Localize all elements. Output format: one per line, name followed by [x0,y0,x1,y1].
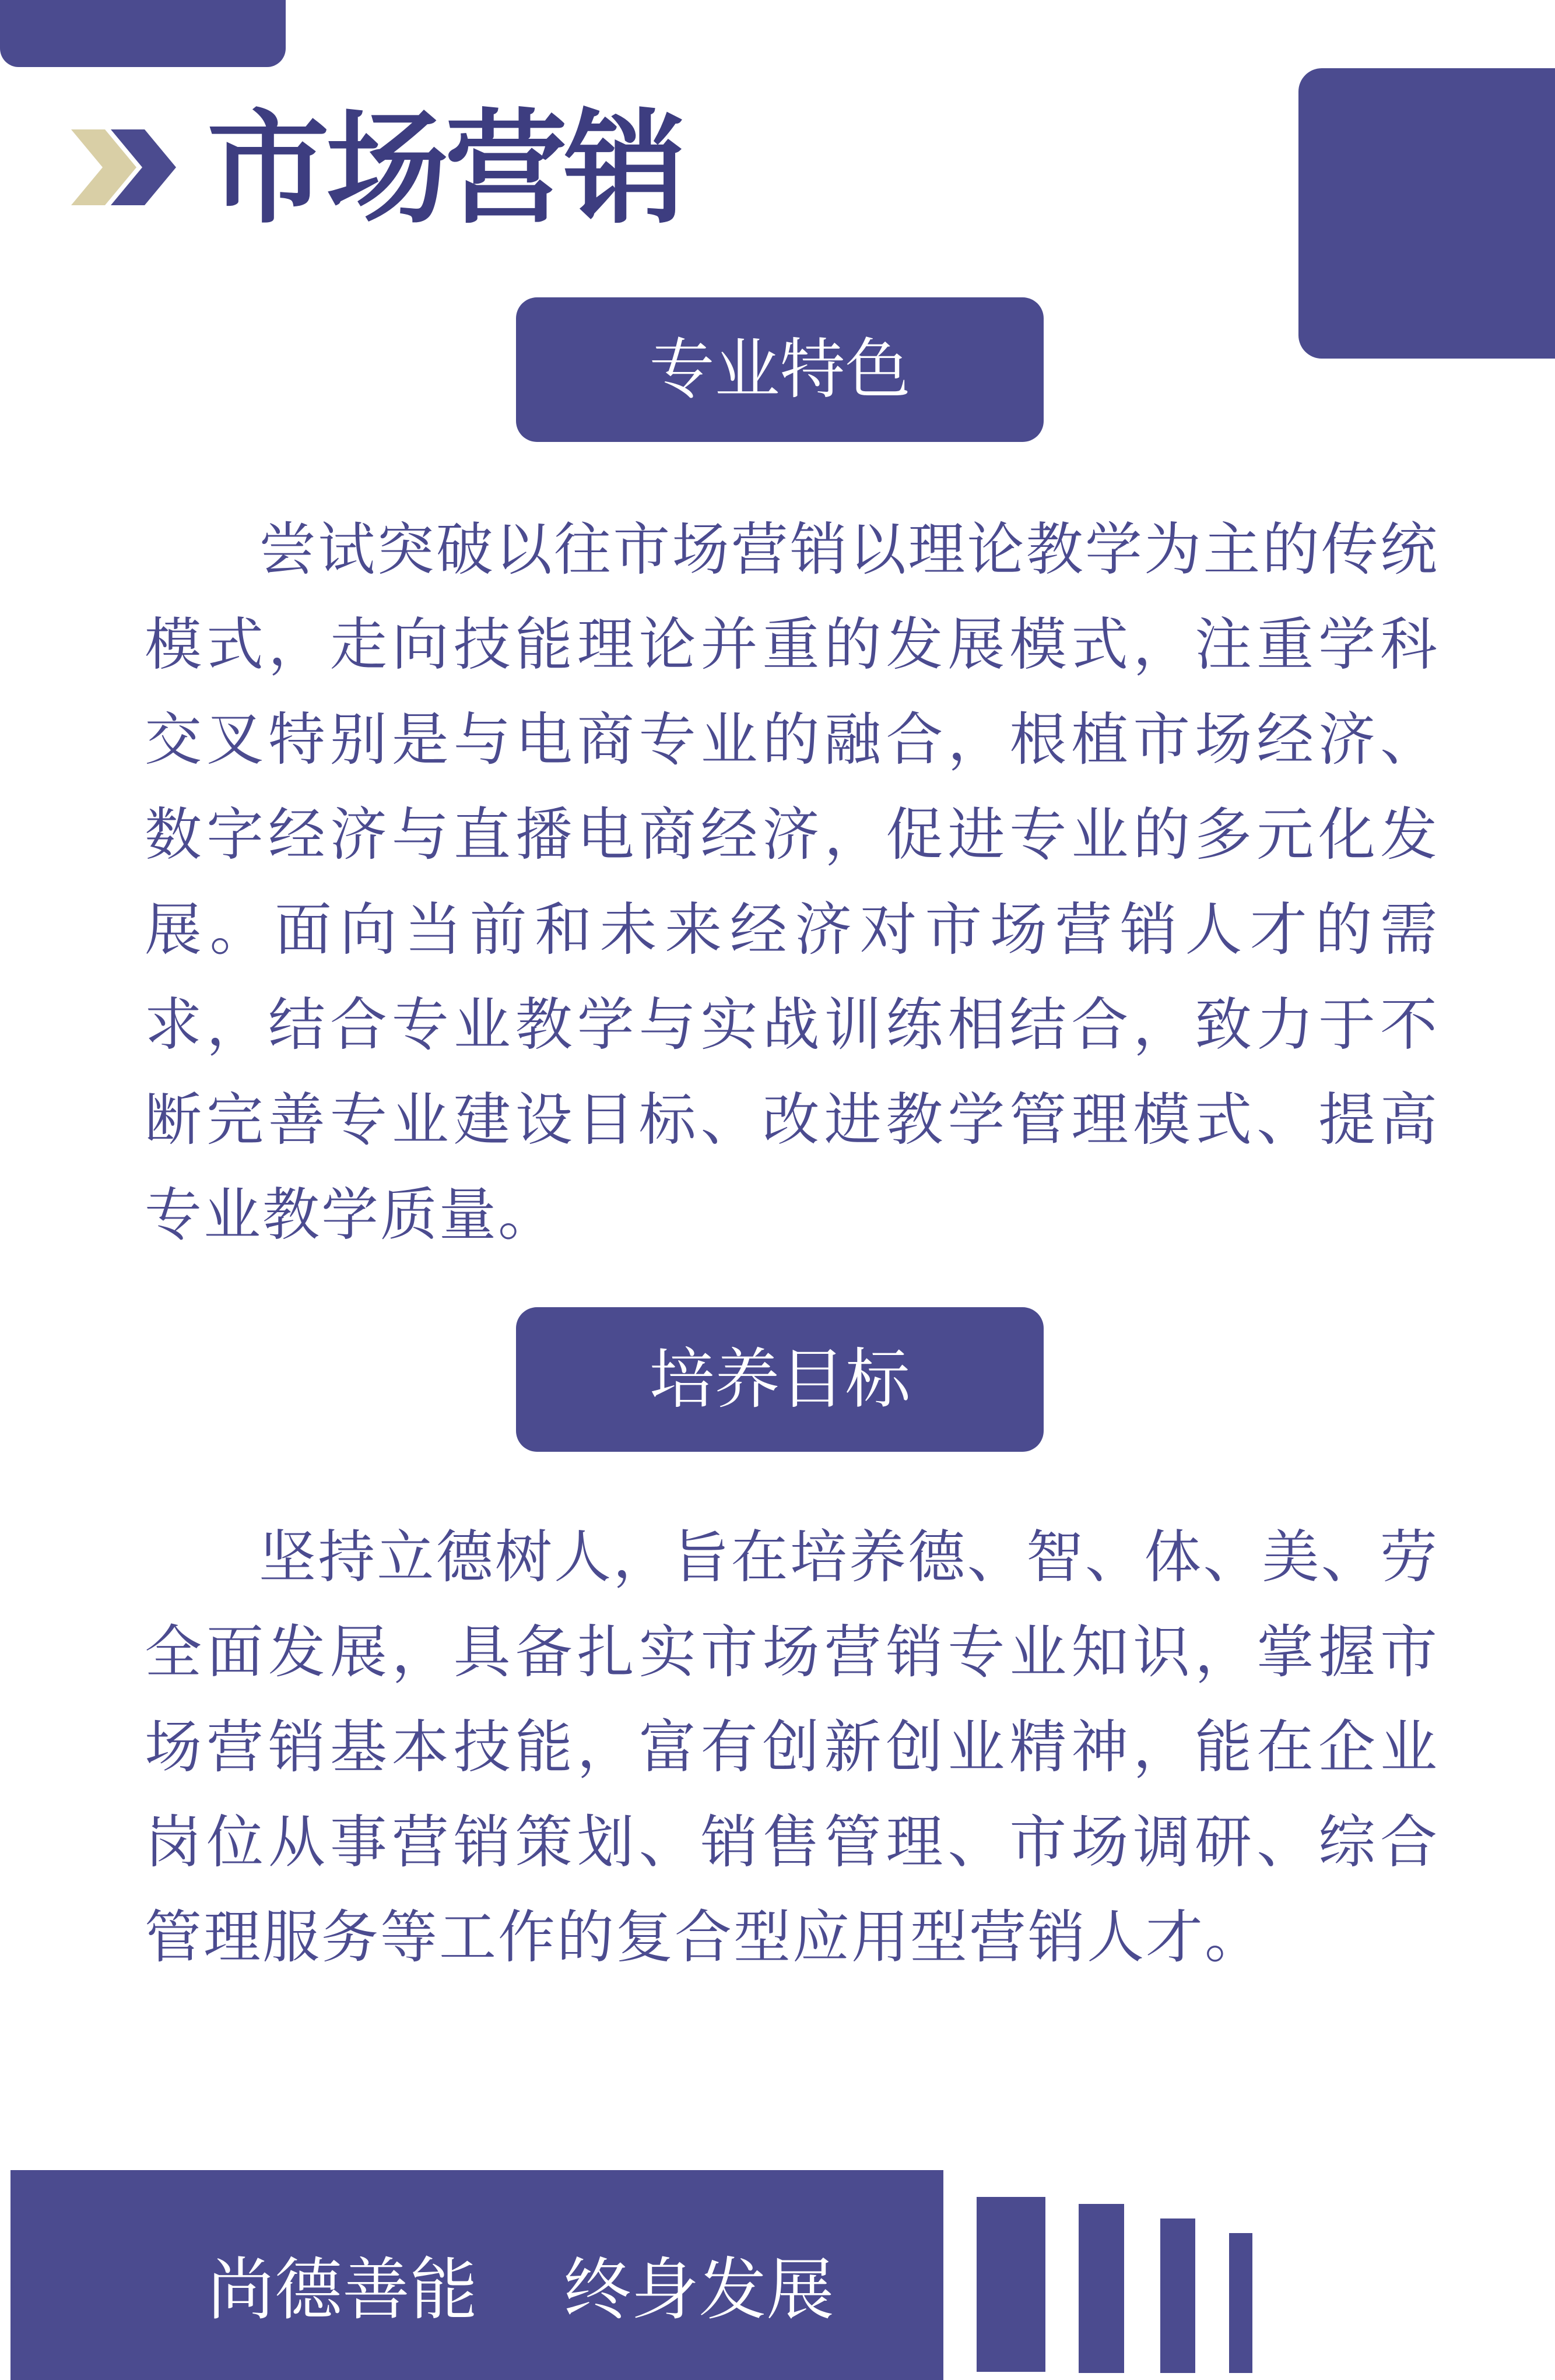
corner-decorative-square [1298,68,1555,359]
section-header-goals: 培养目标 [516,1307,1044,1452]
top-decorative-bar [0,0,286,67]
features-paragraph: 尝试突破以往市场营销以理论教学为主的传统模式，走向技能理论并重的发展模式，注重学科交叉特别是与电商专业的融合，根植市场经济、数字经济与直播电商经济，促进专业的多元化发展。面向当前和未来经济对市场营销人才的需求，结合专业教学与实战训练相结合，致力于不断完善专业建设目标、改进教学管理模式、提高专业教学质量。 [145,517,1439,1248]
footer-slogan: 尚德善能 终身发展 [207,2251,834,2329]
page-title: 市场营销 [207,97,683,240]
double-chevron-right-icon [71,129,176,205]
footer-decorative-bar [1079,2204,1124,2373]
footer-decorative-bar [1229,2233,1252,2373]
section-header-features: 专业特色 [516,297,1044,442]
footer-decorative-bar [1160,2218,1195,2373]
footer-decorative-bar [977,2197,1045,2372]
goals-paragraph: 坚持立德树人，旨在培养德、智、体、美、劳全面发展，具备扎实市场营销专业知识，掌握市场营销基本技能，富有创新创业精神，能在企业岗位从事营销策划、销售管理、市场调研、综合管理服务等工作的复合型应用型营销人才。 [145,1524,1439,1971]
